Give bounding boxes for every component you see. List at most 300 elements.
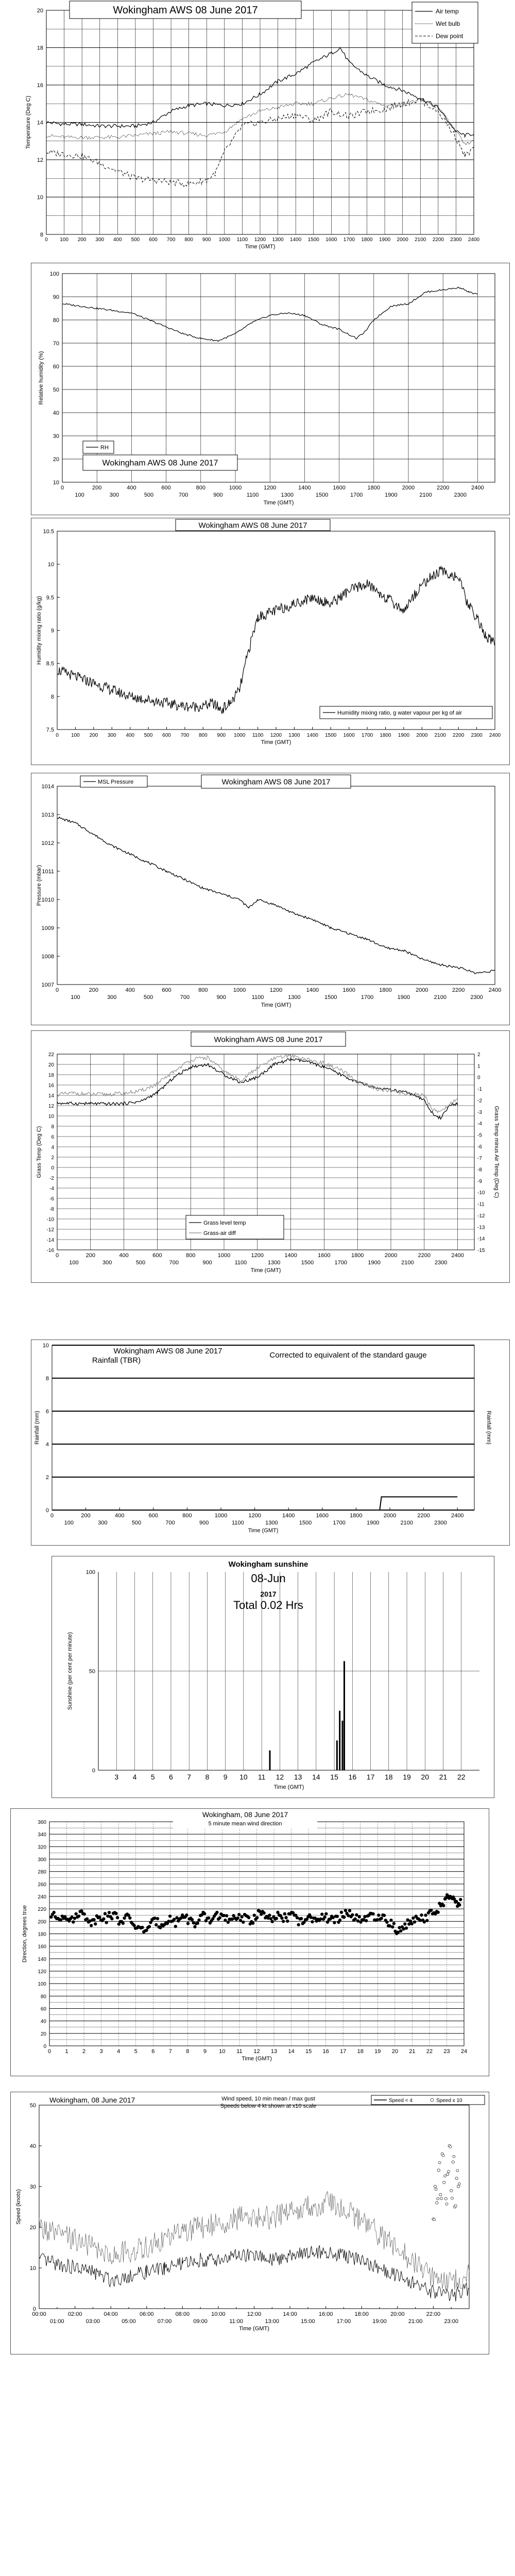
y-right-tick-label: -15: [477, 1248, 485, 1253]
y-tick-label: 1010: [41, 897, 54, 903]
x-tick-label: 700: [165, 1520, 175, 1526]
direction-point: [94, 1922, 97, 1925]
speed-x10-point: [438, 2161, 441, 2164]
x-tick-label: 9: [223, 1773, 228, 1781]
x-tick-label: 18: [385, 1773, 393, 1781]
x-tick-label: 03:00: [85, 2318, 100, 2325]
plot-area: [57, 531, 495, 730]
direction-point: [105, 1921, 108, 1924]
speed-x10-point: [433, 2218, 436, 2221]
y-tick-label: 1007: [41, 982, 54, 988]
x-tick-label: 0: [45, 237, 48, 243]
series-mixing-ratio: [57, 567, 495, 714]
x-tick-label: 13:00: [265, 2318, 280, 2325]
y-tick-label: 10: [48, 1114, 54, 1120]
series-msl-pressure: [57, 817, 495, 974]
direction-point: [324, 1912, 328, 1915]
y-right-axis-label: Grass Temp minus Air Temp (Deg C): [493, 1106, 500, 1198]
y-tick-label: 140: [38, 1956, 46, 1962]
speed-x10-point: [452, 2161, 454, 2163]
x-tick-label: 19:00: [372, 2318, 387, 2325]
direction-point: [159, 1926, 162, 1929]
x-tick-label: 2000: [416, 987, 428, 993]
direction-point: [108, 1911, 111, 1914]
direction-point: [411, 1917, 415, 1920]
x-tick-label: 1400: [306, 987, 319, 993]
x-tick-label: 15: [305, 2048, 312, 2055]
y-tick-label: 10: [53, 480, 59, 486]
x-tick-label: 13: [270, 2048, 278, 2055]
chart-title: Wokingham AWS 08 June 2017: [214, 1035, 323, 1044]
y-tick-label: 1013: [41, 812, 54, 818]
x-tick-label: 0: [50, 1513, 54, 1519]
y-tick-label: 50: [53, 387, 59, 393]
y-right-axis-label: Rainfall (mm): [486, 1411, 492, 1445]
temperature-chart: [21, 0, 484, 252]
chart-title: Wokingham, 08 June 2017: [202, 1810, 288, 1819]
y-tick-label: 40: [29, 2143, 36, 2149]
direction-point: [92, 1918, 95, 1921]
x-tick-label: 22:00: [426, 2311, 441, 2317]
direction-point: [300, 1917, 303, 1920]
x-tick-label: 2: [82, 2048, 86, 2055]
y-right-tick-label: -5: [477, 1132, 482, 1139]
direction-point: [90, 1924, 93, 1927]
y-axis-label: Speed (knots): [15, 2189, 22, 2225]
direction-point: [237, 1913, 241, 1916]
direction-point: [197, 1919, 200, 1922]
x-tick-label: 2200: [418, 1252, 431, 1259]
x-tick-label: 21: [409, 2048, 416, 2055]
y-tick-label: 14: [37, 120, 43, 126]
direction-point: [251, 1922, 254, 1925]
x-tick-label: 2100: [415, 237, 426, 243]
chart-title: Wokingham AWS 08 June 2017: [102, 459, 218, 468]
y-tick-label: 12: [48, 1104, 54, 1109]
x-tick-label: 600: [148, 1513, 158, 1519]
direction-point: [338, 1919, 341, 1922]
wind-speed-panel: [10, 2092, 489, 2354]
x-tick-label: 2000: [416, 733, 428, 738]
legend-label: Speed x 10: [436, 2098, 462, 2104]
y-tick-label: 18: [48, 1073, 54, 1078]
x-tick-label: 21: [439, 1773, 448, 1781]
x-tick-label: 9: [203, 2048, 207, 2055]
y-tick-label: 1011: [42, 869, 54, 875]
direction-point: [224, 1919, 227, 1922]
y-tick-label: 50: [89, 1668, 95, 1675]
direction-point: [424, 1913, 427, 1917]
x-tick-label: 200: [89, 733, 98, 738]
x-tick-label: 1800: [379, 987, 392, 993]
x-tick-label: 2200: [417, 1513, 430, 1519]
y-tick-label: 160: [38, 1944, 46, 1950]
x-tick-label: 1200: [254, 237, 266, 243]
x-tick-label: 600: [162, 987, 171, 993]
legend-swatch: [431, 2098, 434, 2102]
y-tick-label: 18: [37, 45, 43, 52]
speed-x10-point: [447, 2173, 449, 2176]
x-tick-label: 12:00: [247, 2311, 262, 2317]
y-tick-label: 240: [38, 1894, 46, 1900]
x-tick-label: 1300: [288, 733, 300, 738]
speed-x10-point: [450, 2189, 453, 2192]
speed-x10-point: [451, 2197, 454, 2199]
x-tick-label: 2200: [452, 987, 465, 993]
x-axis-label: Time (GMT): [261, 739, 291, 745]
direction-point: [333, 1921, 336, 1924]
direction-point: [193, 1925, 196, 1928]
x-tick-label: 0: [47, 2048, 52, 2055]
y-tick-label: 60: [53, 364, 59, 370]
y-tick-label: 360: [38, 1820, 46, 1825]
legend-label: Speed < 4: [389, 2098, 413, 2104]
direction-point: [116, 1916, 119, 1919]
x-tick-label: 09:00: [193, 2318, 208, 2325]
y-tick-label: -10: [46, 1217, 54, 1223]
x-tick-label: 05:00: [122, 2318, 136, 2325]
direction-point: [153, 1917, 156, 1920]
x-tick-label: 2000: [384, 1252, 398, 1259]
x-tick-label: 2000: [383, 1513, 397, 1519]
x-tick-label: 2400: [451, 1252, 464, 1259]
x-tick-label: 1400: [306, 733, 318, 738]
x-tick-label: 500: [144, 733, 153, 738]
legend-label: Wet bulb: [436, 20, 460, 27]
x-tick-label: 100: [71, 733, 80, 738]
y-tick-label: 180: [38, 1931, 46, 1938]
x-tick-label: 100: [71, 994, 80, 1001]
x-tick-label: 2200: [436, 485, 450, 491]
x-tick-label: 11: [258, 1773, 266, 1781]
y-axis-label: Pressure (mbar): [36, 865, 42, 906]
x-tick-label: 800: [182, 1513, 192, 1519]
x-tick-label: 17: [340, 2048, 347, 2055]
direction-point: [389, 1919, 392, 1922]
x-tick-label: 4: [132, 1773, 137, 1781]
y-tick-label: 20: [53, 456, 59, 463]
chart-title: Wokingham, 08 June 2017: [49, 2096, 135, 2104]
x-tick-label: 2300: [434, 1520, 447, 1526]
y-axis-label: Relative humidity (%): [38, 351, 44, 405]
y-tick-label: 60: [40, 2006, 46, 2012]
speed-x10-point: [445, 2203, 448, 2206]
x-tick-label: 15: [330, 1773, 338, 1781]
x-tick-label: 1500: [325, 733, 337, 738]
x-tick-label: 2100: [434, 733, 446, 738]
sunshine-bar: [339, 1711, 340, 1771]
y-tick-label: 40: [53, 410, 59, 416]
x-tick-label: 200: [89, 987, 99, 993]
y-tick-label: 0: [45, 1507, 49, 1514]
sunshine-bar: [341, 1721, 343, 1770]
direction-point: [311, 1920, 314, 1923]
direction-point: [77, 1914, 80, 1918]
y-tick-label: 8: [45, 1376, 49, 1382]
x-tick-label: 700: [179, 492, 188, 498]
y-tick-label: -12: [46, 1227, 54, 1233]
speed-x10-point: [455, 2177, 458, 2180]
direction-point: [323, 1916, 326, 1919]
direction-point: [425, 1919, 428, 1922]
direction-point: [344, 1909, 347, 1912]
y-right-tick-label: -1: [477, 1087, 482, 1093]
mixing-ratio-chart: [31, 518, 509, 765]
direction-point: [255, 1916, 259, 1919]
direction-point: [282, 1920, 285, 1923]
y-tick-label: 300: [38, 1857, 46, 1863]
direction-point: [192, 1921, 195, 1924]
x-tick-label: 900: [199, 1520, 209, 1526]
y-tick-label: 16: [37, 82, 43, 89]
plot-area: [52, 1345, 474, 1510]
x-tick-label: 24: [460, 2048, 468, 2055]
x-tick-label: 900: [216, 994, 226, 1001]
speed-x10-point: [439, 2193, 442, 2196]
direction-point: [104, 1912, 107, 1915]
x-tick-label: 1200: [270, 733, 282, 738]
direction-point: [268, 1913, 271, 1917]
x-tick-label: 600: [161, 485, 171, 491]
speed-x10-point: [440, 2197, 443, 2200]
chart-title: Wokingham AWS 08 June 2017: [221, 777, 331, 787]
y-tick-label: 14: [48, 1093, 54, 1099]
direction-point: [275, 1917, 278, 1920]
x-tick-label: 100: [60, 237, 68, 243]
x-tick-label: 14:00: [283, 2311, 297, 2317]
y-tick-label: 20: [37, 8, 43, 14]
x-tick-label: 1800: [361, 237, 373, 243]
y-tick-label: 80: [40, 1994, 46, 2000]
series-mean: [39, 2245, 469, 2301]
y-tick-label: 30: [53, 433, 59, 439]
x-tick-label: 1500: [301, 1260, 314, 1266]
y-tick-label: 2: [45, 1475, 49, 1481]
x-tick-label: 2400: [468, 237, 480, 243]
y-right-tick-label: 0: [477, 1075, 480, 1081]
y-tick-label: 2: [51, 1155, 54, 1161]
y-right-tick-label: -13: [477, 1225, 485, 1231]
y-axis-label: Humidity mixing ratio (g/kg): [36, 596, 42, 665]
x-tick-label: 21:00: [408, 2318, 423, 2325]
direction-point: [380, 1917, 383, 1920]
x-tick-label: 1100: [234, 1260, 247, 1266]
y-tick-label: 10: [37, 194, 43, 201]
x-tick-label: 1200: [263, 485, 277, 491]
direction-point: [122, 1922, 125, 1925]
direction-point: [191, 1918, 194, 1921]
chart-date: 08-Jun: [251, 1572, 286, 1585]
direction-point: [385, 1921, 388, 1924]
plot-area: [57, 786, 495, 985]
direction-point: [106, 1914, 109, 1918]
x-tick-label: 500: [143, 994, 153, 1001]
y-tick-label: 12: [37, 157, 43, 163]
x-tick-label: 100: [69, 1260, 79, 1266]
x-tick-label: 1800: [380, 733, 391, 738]
x-tick-label: 2400: [489, 733, 501, 738]
x-tick-label: 14: [288, 2048, 295, 2055]
y-tick-label: 4: [45, 1442, 49, 1448]
rainfall-chart: [31, 1340, 509, 1545]
x-tick-label: 400: [126, 733, 135, 738]
x-tick-label: 900: [217, 733, 226, 738]
y-tick-label: 340: [38, 1832, 46, 1838]
y-tick-label: 50: [29, 2103, 36, 2109]
direction-point: [203, 1912, 206, 1915]
x-tick-label: 1700: [343, 237, 355, 243]
y-tick-label: 20: [40, 2031, 46, 2037]
x-tick-label: 1900: [397, 994, 410, 1001]
x-tick-label: 400: [113, 237, 122, 243]
direction-point: [348, 1909, 351, 1912]
direction-point: [377, 1913, 380, 1917]
wind-direction-chart: [11, 1809, 489, 2076]
x-tick-label: 1200: [251, 1252, 264, 1259]
direction-point: [342, 1916, 346, 1919]
x-tick-label: 200: [77, 237, 87, 243]
x-tick-label: 1600: [325, 237, 337, 243]
x-tick-label: 1400: [284, 1252, 297, 1259]
x-tick-label: 18:00: [354, 2311, 369, 2317]
x-tick-label: 1100: [251, 994, 264, 1001]
x-tick-label: 300: [107, 733, 116, 738]
x-tick-label: 2300: [454, 492, 467, 498]
direction-point: [196, 1922, 199, 1925]
y-tick-label: 10.5: [43, 529, 54, 535]
direction-point: [154, 1923, 158, 1926]
direction-point: [102, 1917, 105, 1920]
direction-point: [242, 1921, 245, 1924]
direction-point: [371, 1912, 374, 1916]
x-axis-label: Time (GMT): [263, 500, 294, 506]
direction-point: [85, 1917, 89, 1920]
y-axis-label: Direction, degrees true: [22, 1905, 28, 1963]
direction-point: [185, 1913, 188, 1917]
x-tick-label: 16:00: [318, 2311, 333, 2317]
x-tick-label: 0: [55, 987, 59, 993]
x-tick-label: 1500: [315, 492, 329, 498]
y-tick-label: 9: [50, 628, 54, 634]
x-tick-label: 700: [169, 1260, 179, 1266]
x-tick-label: 1600: [316, 1513, 329, 1519]
direction-point: [398, 1926, 401, 1929]
x-tick-label: 700: [180, 733, 190, 738]
x-tick-label: 17: [366, 1773, 375, 1781]
x-tick-label: 2200: [453, 733, 465, 738]
x-tick-label: 1100: [252, 733, 264, 738]
y-tick-label: 22: [48, 1052, 54, 1058]
x-axis-label: Time (GMT): [248, 1528, 279, 1534]
legend-label: RH: [100, 445, 109, 451]
total-sunshine: Total 0.02 Hrs: [233, 1599, 303, 1612]
mixing-ratio-panel: [31, 518, 510, 765]
direction-point: [430, 1909, 433, 1912]
x-tick-label: 1500: [307, 237, 319, 243]
x-tick-label: 1200: [269, 987, 283, 993]
y-tick-label: 100: [85, 1569, 95, 1575]
direction-point: [405, 1926, 408, 1929]
x-tick-label: 1000: [217, 1252, 231, 1259]
x-tick-label: 900: [202, 1260, 212, 1266]
y-right-tick-label: -8: [477, 1167, 482, 1173]
y-tick-label: 90: [53, 294, 59, 300]
x-tick-label: 300: [95, 237, 105, 243]
direction-point: [363, 1915, 366, 1918]
y-tick-label: 1012: [41, 840, 54, 846]
x-tick-label: 200: [92, 485, 102, 491]
direction-point: [123, 1917, 126, 1920]
x-tick-label: 22: [426, 2048, 433, 2055]
x-tick-label: 2400: [471, 485, 484, 491]
y-tick-label: 70: [53, 341, 59, 347]
wind-direction-panel: [10, 1808, 489, 2076]
direction-point: [225, 1914, 228, 1917]
x-tick-label: 2400: [451, 1513, 464, 1519]
speed-x10-point: [448, 2170, 450, 2173]
x-tick-label: 1600: [342, 987, 355, 993]
direction-point: [98, 1916, 101, 1919]
x-tick-label: 0: [56, 733, 59, 738]
y-right-tick-label: 1: [477, 1063, 480, 1070]
direction-point: [340, 1911, 343, 1914]
x-axis-label: Time (GMT): [242, 2056, 272, 2062]
x-axis-label: Time (GMT): [245, 244, 276, 250]
direction-point: [74, 1912, 77, 1916]
direction-point: [215, 1911, 218, 1914]
x-tick-label: 14: [312, 1773, 320, 1781]
x-tick-label: 1000: [233, 987, 246, 993]
pressure-panel: [31, 773, 510, 1025]
x-tick-label: 10: [239, 1773, 248, 1781]
humidity-chart: [31, 263, 509, 515]
direction-point: [114, 1912, 117, 1915]
y-tick-label: 40: [40, 2019, 46, 2025]
direction-point: [149, 1921, 152, 1924]
y-tick-label: -4: [49, 1186, 54, 1192]
y-tick-label: 6: [51, 1134, 54, 1140]
x-tick-label: 19: [374, 2048, 381, 2055]
speed-x10-point: [442, 2154, 444, 2157]
y-tick-label: 8.5: [46, 660, 54, 667]
x-tick-label: 1400: [282, 1513, 295, 1519]
direction-point: [168, 1914, 171, 1918]
x-tick-label: 1700: [333, 1520, 346, 1526]
direction-point: [442, 1904, 445, 1907]
x-tick-label: 2300: [471, 733, 483, 738]
annotation: Corrected to equivalent of the standard gauge: [269, 1351, 427, 1360]
x-tick-label: 12: [253, 2048, 260, 2055]
direction-point: [351, 1913, 354, 1917]
y-axis-label: Sunshine (per cent per minute): [67, 1632, 73, 1710]
direction-point: [227, 1921, 230, 1924]
direction-point: [413, 1920, 416, 1923]
x-tick-label: 2100: [400, 1520, 414, 1526]
y-right-tick-label: -10: [477, 1190, 485, 1196]
speed-x10-point: [434, 2185, 436, 2188]
x-tick-label: 8: [186, 2048, 190, 2055]
x-tick-label: 500: [135, 1260, 146, 1266]
x-tick-label: 1700: [361, 733, 373, 738]
chart-subtitle: Wind speed, 10 min mean / max gust: [221, 2096, 315, 2102]
x-tick-label: 01:00: [50, 2318, 64, 2325]
legend-box: [371, 2095, 485, 2105]
speed-x10-point: [456, 2170, 459, 2172]
y-tick-label: -8: [49, 1207, 54, 1212]
direction-point: [132, 1924, 135, 1927]
x-tick-label: 400: [125, 987, 135, 993]
x-tick-label: 700: [180, 994, 190, 1001]
